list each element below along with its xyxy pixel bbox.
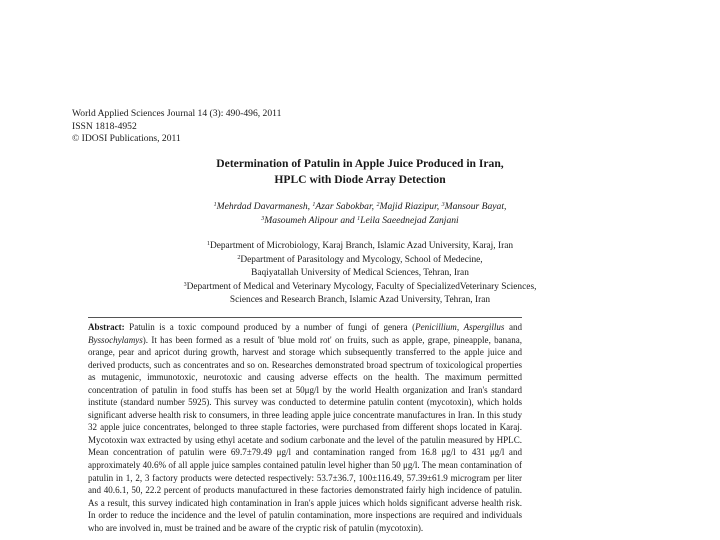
author-sup: 1 xyxy=(213,202,217,208)
abstract-text: ). It has been formed as a result of 'blue mold rot' on fruits, such as apple, grape, pineapple, banana, orange, pear and apricot during growth, harvest and storage which subsequently transferred to the apple juice and derived products, such as concentrates and so on. Researches demonstrated broad spectrum of toxicological properties as mutagenic, immunotoxic, neurotoxic and causing adverse effects on the health. The maximum permitted concentration of patulin in food stuffs has been set at 50μg/l by the world Health organization and Iran's standard institute (standard number 5925). This survey was conducted to determine patulin content (mycotoxin), which holds significant adverse health risk to consumers, in three leading apple juice concentrate manufactures in Iran. In this study 32 apple juice concentrates, belonged to three staple factories, were purchased from different shops located in Karaj. Mycotoxin wax extracted by using ethyl acetate and sodium carbonate and the level of the patulin measured by HPLC. Mean concentration of patulin were 69.7±79.49 μg/l and contamination ranged from 16.8 μg/l to 431 μg/l and approximately 40.6% of all apple juice samples contained patulin level higher than 50 μg/l. The mean contamination of patulin in 1, 2, 3 factory products were detected respectively: 53.7±36.7, 100±116.49, 57.39±61.9 microgram per liter and 40.6.1, 50, 22.2 percent of products manufactured in these factories demonstrated fairly high incidence of patulin. As a result, this survey indicated high contamination in Iran's apple juices which holds significant adverse health risk. In order to reduce the incidence and the level of patulin contamination, more inspections are required and individuals who are involved in, must be trained and be aware of the cryptic risk of patulin (mycotoxin). xyxy=(88,334,522,533)
abstract-text: Patulin is a toxic compound produced by a number of fungi of genera ( xyxy=(124,322,416,332)
affiliation-text: Department of Microbiology, Karaj Branch, Islamic Azad University, Karaj, Iran xyxy=(209,241,514,251)
journal-copyright: © IDOSI Publications, 2011 xyxy=(72,133,181,145)
affiliation-2-cont: Baqiyatallah University of Medical Sciences, Tehran, Iran xyxy=(251,268,469,279)
affiliation-text: Department of Parasitology and Mycology, School of Medecine, xyxy=(240,254,483,265)
author-name: Masoumeh Alipour xyxy=(264,215,338,226)
author-list xyxy=(100,200,620,228)
affiliation-list xyxy=(80,240,640,308)
author-name: Mehrdad Davarmanesh, xyxy=(216,201,311,212)
authors-line-2 xyxy=(100,214,620,228)
title-line-2: HPLC with Diode Array Detection xyxy=(274,173,446,186)
abstract-text: , xyxy=(456,322,464,332)
affiliation-sup: 2 xyxy=(237,254,241,261)
author-sup: 1 xyxy=(357,216,361,222)
abstract-divider xyxy=(88,317,522,318)
author-conjunction: and xyxy=(340,215,355,226)
paper-title xyxy=(100,156,620,188)
affiliation-sup: 3 xyxy=(183,281,187,288)
journal-header xyxy=(72,108,281,146)
affiliation-sup: 1 xyxy=(206,241,210,247)
affiliation-2 xyxy=(80,254,640,268)
abstract-text: and xyxy=(504,322,522,332)
genus-name: Byssochylamys xyxy=(88,334,143,345)
affiliation-text: Department of Medical and Veterinary Mycology, Faculty of SpecializedVeterinary Sciences, xyxy=(186,281,537,292)
author-name: Leila Saeednejad Zanjani xyxy=(360,215,459,226)
affiliation-1 xyxy=(80,240,640,254)
author-name: Majid Riazipur, xyxy=(379,201,440,212)
author-sup: 1 xyxy=(312,202,316,208)
affiliation-3-cont: Sciences and Research Branch, Islamic Azad University, Tehran, Iran xyxy=(229,295,491,306)
journal-citation: World Applied Sciences Journal 14 (3): 490-496, 2011 xyxy=(72,108,282,119)
author-sup: 2 xyxy=(376,202,380,208)
affiliation-3 xyxy=(80,281,640,295)
author-name: Azar Sabokbar, xyxy=(315,201,375,212)
abstract xyxy=(88,321,522,534)
author-sup: 3 xyxy=(441,202,445,208)
author-name: Mansour Bayat, xyxy=(444,201,507,212)
authors-line-1 xyxy=(100,200,620,214)
genus-name: Penicillium xyxy=(415,322,457,332)
author-sup: 3 xyxy=(261,216,265,222)
abstract-label: Abstract: xyxy=(88,322,125,332)
genus-name: Aspergillus xyxy=(463,322,505,332)
journal-issn: ISSN 1818-4952 xyxy=(72,120,137,132)
title-line-1: Determination of Patulin in Apple Juice Produced in Iran, xyxy=(216,157,504,170)
